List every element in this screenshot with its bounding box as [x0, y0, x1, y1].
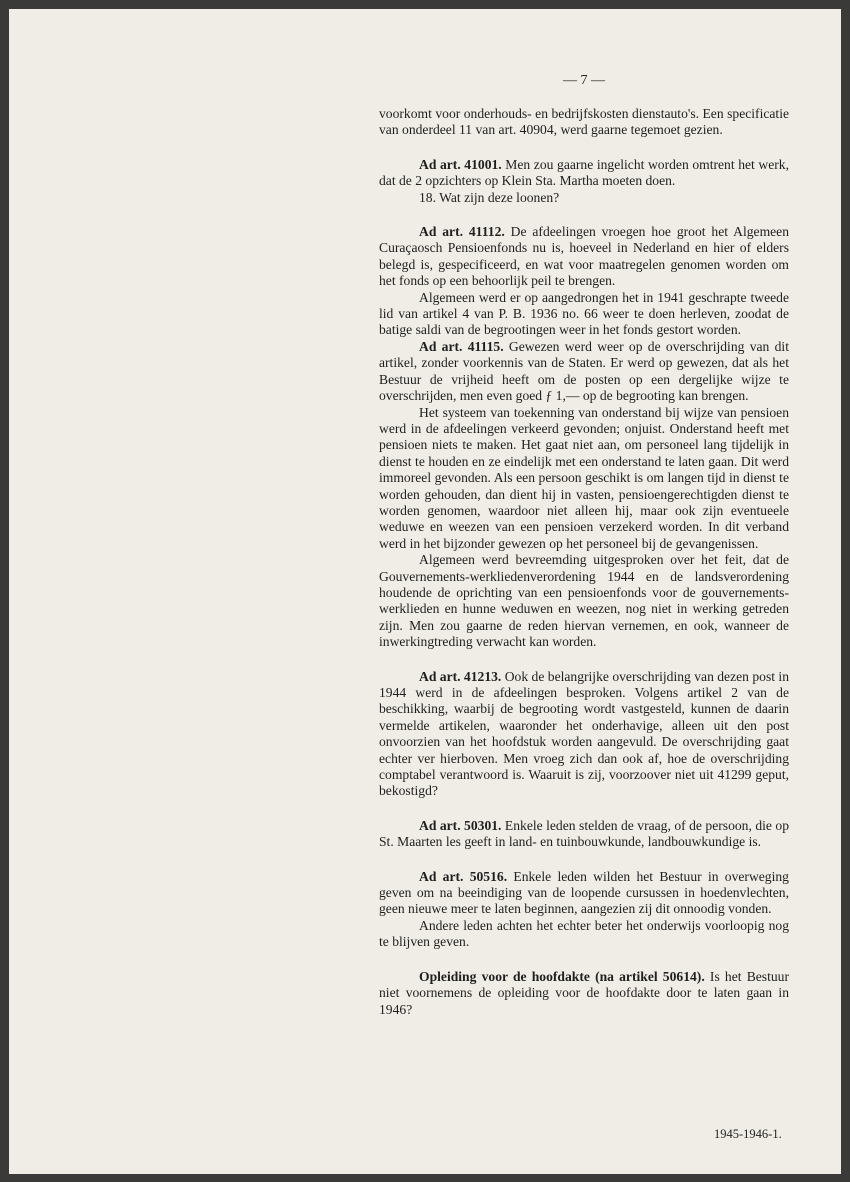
section-heading: Ad art. 41001. — [419, 156, 502, 172]
page-number: — 7 — — [563, 73, 605, 88]
document-sheet — [9, 9, 841, 1174]
section-art-41112 — [379, 224, 789, 290]
paragraph-continuation: voorkomt voor onderhouds- en bedrijfskosten dienstauto's. Een specificatie van onderdeel 11 van art. 40904, werd gaarne tegemoet gezien. — [379, 106, 789, 138]
section-text: Enkele leden stelden de vraag, of de persoon, die op St. Maarten les geeft in land- en tuinbouwkunde, landbouwkundige is. — [379, 817, 789, 850]
section-heading: Ad art. 50301. — [419, 817, 502, 833]
section-text: Is het Bestuur niet voornemens de opleiding voor de hoofdakte door te laten gaan in 1946? — [379, 968, 789, 1017]
document-code: 1945-1946-1. — [714, 1127, 782, 1141]
section-text: Ook de belangrijke overschrijding van dezen post in 1944 werd in de afdeelingen besproken. Volgens artikel 2 van de beschikking, waarbij de begrooting wordt vastgesteld, kunnen de daarin vermelde artikelen, waaronder het onderhavige, alleen uit den post onvoorzien van het hoofdstuk worden aangevuld. De overschrijding gaat echter ver hierboven. Men vroeg zich dan ook af, hoe de overschrijding comptabel verantwoord is. Waaruit is zij, voorzoover niet uit 41299 geput, bekostigd? — [379, 668, 789, 799]
section-heading: Ad art. 41115. — [419, 338, 504, 354]
section-opleiding-hoofdakte — [379, 969, 789, 1018]
section-text: Gewezen werd weer op de overschrijding van dit artikel, zonder voorkennis van de Staten. Er werd op gewezen, dat als het Bestuur de vrijheid heeft om de posten op een dergelijke wijze te overschrijden, men even goed ƒ 1,— op de begrooting kan brengen. — [379, 338, 789, 404]
section-text: Men zou gaarne ingelicht worden omtrent het werk, dat de 2 opzichters op Klein Sta. Martha moeten doen. — [379, 156, 789, 189]
section-art-41001 — [379, 157, 789, 190]
paragraph: Algemeen werd er op aangedrongen het in 1941 geschrapte tweede lid van artikel 4 van P. B. 1936 no. 66 weer te doen herleven, zoodat de batige saldi van de begrootingen weer in het fonds gestort worden. — [379, 289, 789, 338]
paragraph: Andere leden achten het echter beter het onderwijs voorloopig nog te blijven geven. — [379, 917, 789, 950]
section-heading: Ad art. 50516. — [419, 868, 508, 884]
text-column — [379, 106, 789, 1018]
section-heading: Ad art. 41112. — [419, 224, 505, 240]
numbered-question: 18. Wat zijn deze loonen? — [419, 189, 560, 205]
paragraph: Het systeem van toekenning van onderstand bij wijze van pensioen werd in de afdeelingen verkeerd gevonden; onjuist. Onderstand heeft met pensioen niets te maken. Het gaat niet aan, om personeel lang tijdelijk in dienst te houden en ze eindelijk met een onderstand te laten gaan. Dit werd immoreel gevonden. Als een persoon geschikt is om langen tijd in dienst te worden gehouden, dan dient hij in vasten, pensioengerechtigden dienst te worden genomen, waardoor niet alleen hij, maar ook zijn eventueele weduwe en weezen van een pensioen verzekerd worden. In dit verband werd in het bijzonder gewezen op het personeel bij de gevangenissen. — [379, 404, 789, 551]
section-text: Enkele leden wilden het Bestuur in overweging geven om na beeindiging van de loopende cursussen in hoedenvlechten, geen nieuwe meer te laten beginnen, aangezien zij dit onnoodig vonden. — [379, 868, 789, 917]
section-art-50516 — [379, 869, 789, 918]
section-heading: Opleiding voor de hoofdakte (na artikel 50614). — [419, 968, 705, 984]
section-art-50301 — [379, 818, 789, 851]
section-art-41115 — [379, 339, 789, 405]
section-art-41213 — [379, 669, 789, 800]
section-heading: Ad art. 41213. — [419, 668, 502, 684]
section-text: De afdeelingen vroegen hoe groot het Algemeen Curaçaosch Pensioenfonds nu is, hoeveel in Nederland en hier of elders belegd is, gespecificeerd, en wat voor maatregelen genomen worden om het fonds op een behoorlijk peil te brengen. — [379, 224, 790, 289]
paragraph: Algemeen werd bevreemding uitgesproken over het feit, dat de Gouvernements-werkliedenverordening 1944 en de landsverordening houdende de oprichting van een pensioenfonds voor de gouvernements-werklieden en hunne weduwen en weezen, nog niet in werking getreden zijn. Men zou gaarne de reden hiervan vernemen, en ook, wanneer de inwerkingtreding verwacht kan worden. — [379, 552, 789, 650]
